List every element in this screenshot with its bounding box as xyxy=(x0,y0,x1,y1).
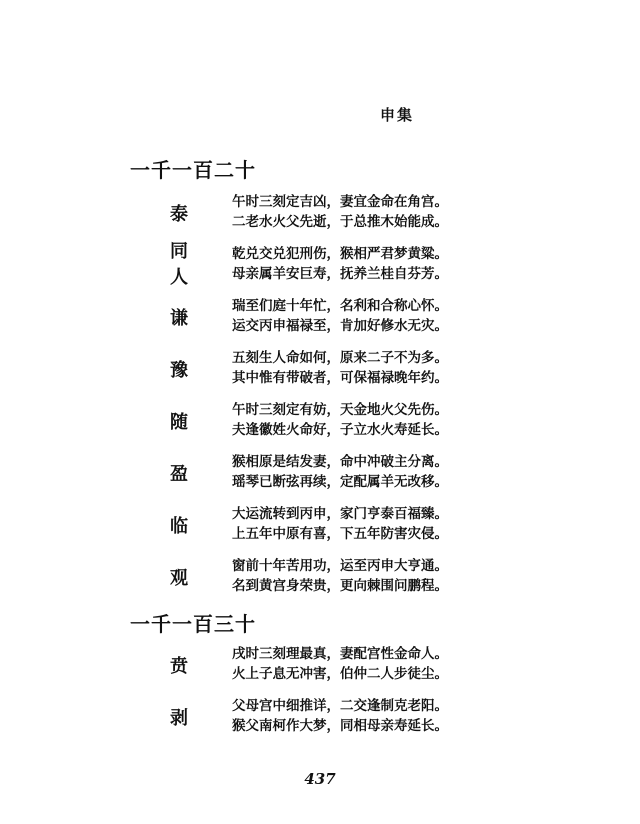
entry-guan xyxy=(0,554,640,600)
verse-line: 猴父南柯作大梦，同相母亲寿延长。 xyxy=(232,718,448,734)
verse-line: 二老水火父先逝，于总推木始能成。 xyxy=(232,214,448,230)
entry-name: 豫 xyxy=(170,360,188,381)
verse-line: 午时三刻定吉凶，妻宜金命在角宫。 xyxy=(232,194,448,210)
verse-line: 夫逢徽姓火命好，子立水火寿延长。 xyxy=(232,422,448,438)
entry-sui xyxy=(0,398,640,444)
entry-name: 贲 xyxy=(170,656,188,677)
verse-line: 瑞至们庭十年忙，名利和合称心怀。 xyxy=(232,298,448,314)
entry-name: 随 xyxy=(170,412,188,433)
entry-qian xyxy=(0,294,640,340)
entry-yu xyxy=(0,346,640,392)
entry-bi xyxy=(0,642,640,688)
entry-name: 同 人 xyxy=(170,241,188,288)
entry-tai xyxy=(0,190,640,236)
verse-line: 其中惟有带破者，可保福禄晚年约。 xyxy=(232,370,448,386)
entry-name: 谦 xyxy=(170,308,188,329)
entry-ying xyxy=(0,450,640,496)
verse-line: 五刻生人命如何，原来二子不为多。 xyxy=(232,350,448,366)
verse-line: 猴相原是结发妻，命中冲破主分离。 xyxy=(232,454,448,470)
verse-line: 母亲属羊安巨寿，抚养兰桂自芬芳。 xyxy=(232,266,448,282)
verse-line: 乾兑交兑犯刑伤，猴相严君梦黄粱。 xyxy=(232,246,448,262)
section-title: 一千一百二十 xyxy=(130,158,256,182)
verse-line: 父母宫中细推详，二交逢制克老阳。 xyxy=(232,698,448,714)
entry-name: 泰 xyxy=(170,204,188,225)
verse-line: 午时三刻定有妨，天金地火父先伤。 xyxy=(232,402,448,418)
verse-line: 戌时三刻理最真，妻配宫性金命人。 xyxy=(232,646,448,662)
entry-tongren xyxy=(0,242,640,288)
entry-name: 临 xyxy=(170,516,188,537)
verse-line: 大运流转到丙申，家门亨泰百福臻。 xyxy=(232,506,448,522)
verse-line: 瑶琴已断弦再续，定配属羊无改移。 xyxy=(232,474,448,490)
entry-bo xyxy=(0,694,640,740)
verse-line: 窗前十年苦用功，运至丙申大亨通。 xyxy=(232,558,448,574)
entry-name: 剥 xyxy=(170,708,188,729)
page-number: 437 xyxy=(304,770,336,788)
entry-lin xyxy=(0,502,640,548)
section-title: 一千一百三十 xyxy=(130,612,256,636)
verse-line: 运交丙申福禄至，肯加好修水无灾。 xyxy=(232,318,448,334)
verse-line: 火上子息无冲害，伯仲二人步徒尘。 xyxy=(232,666,448,682)
entry-name: 盈 xyxy=(170,464,188,485)
running-header: 申集 xyxy=(380,106,415,124)
verse-line: 上五年中原有喜，下五年防害灾侵。 xyxy=(232,526,448,542)
verse-line: 名到黄宫身荣贵，更向棘围问鹏程。 xyxy=(232,578,448,594)
entry-name: 观 xyxy=(170,568,188,589)
